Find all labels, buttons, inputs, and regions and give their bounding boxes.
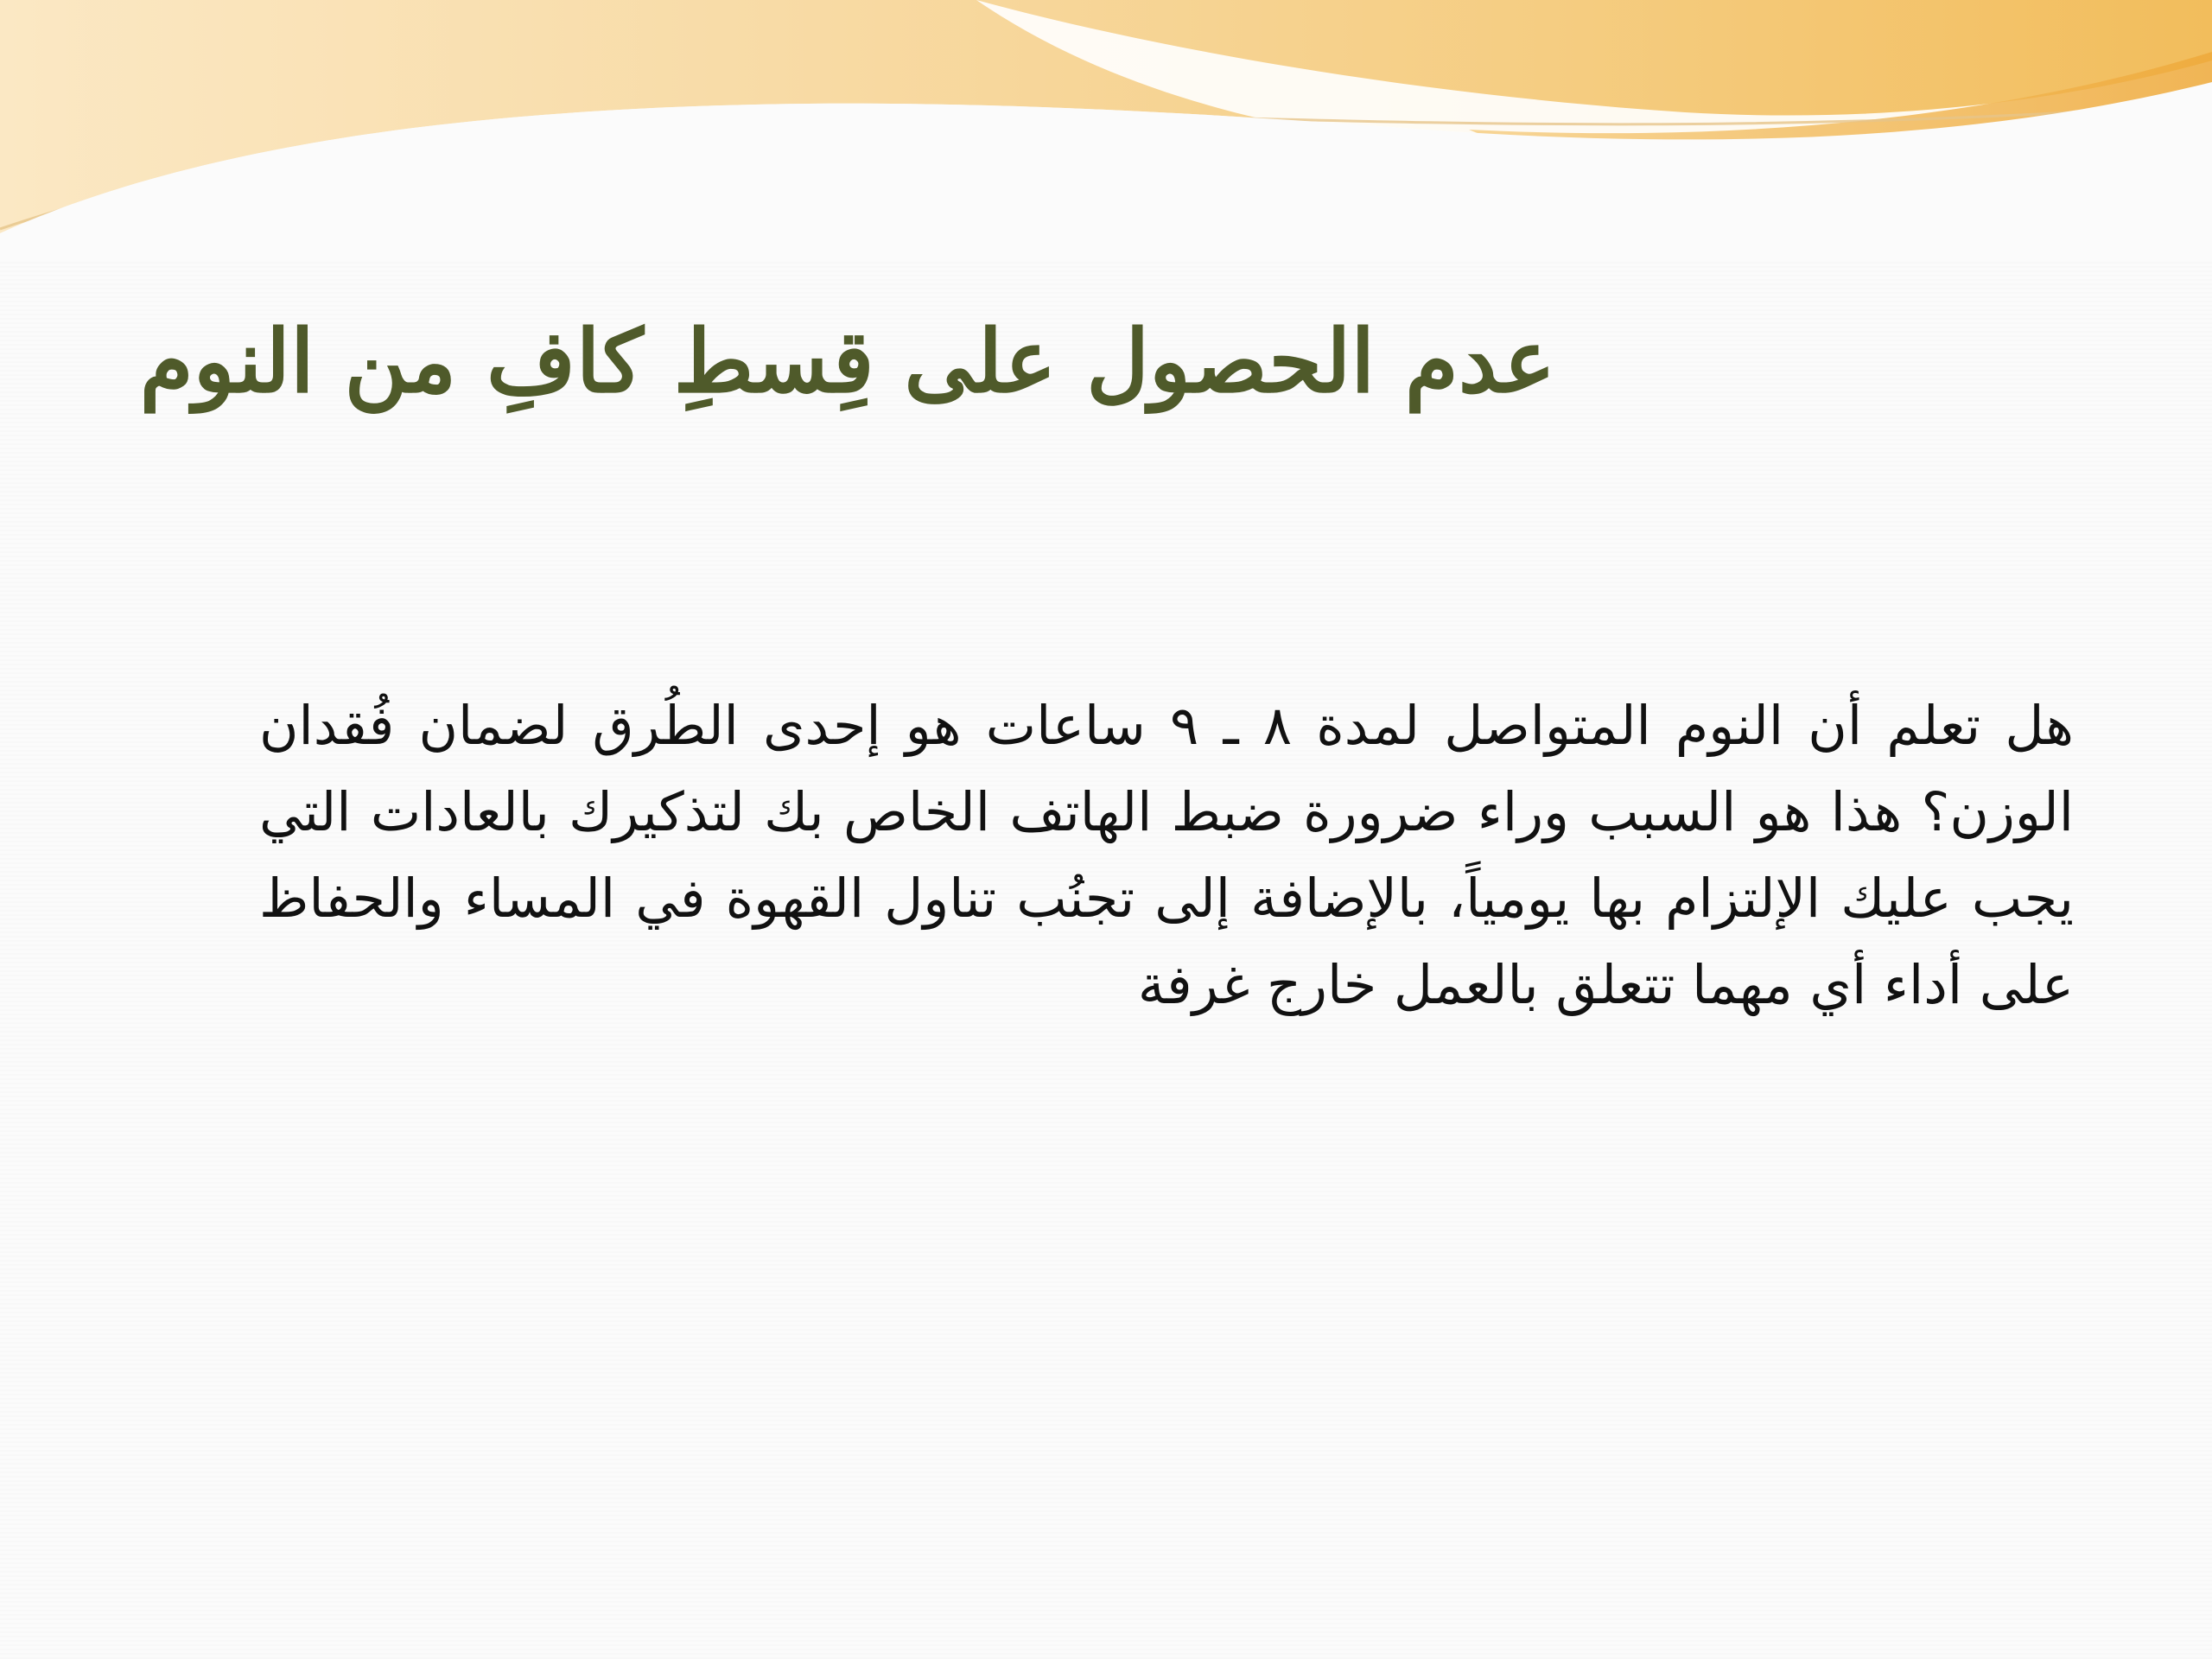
slide-body-text: هل تعلم أن النوم المتواصل لمدة ٨ ـ ٩ ساعات هو إحدى الطُرق لضمان فُقدان الوزن؟ هذا هو السبب وراء ضرورة ضبط الهاتف الخاص بك لتذكيرك بالعادات التي يجب عليك الإلتزام بها يومياً، بالإضافة إلى تجنُب تناول القهوة في المساء والحفاظ على أداء أي مهما تتعلق بالعمل خارج غرفة — [259, 694, 2074, 1016]
slide-title: عدم الحصول على قِسطِ كافِ من النوم — [139, 310, 1555, 412]
header-swoosh-decoration — [0, 0, 2212, 259]
